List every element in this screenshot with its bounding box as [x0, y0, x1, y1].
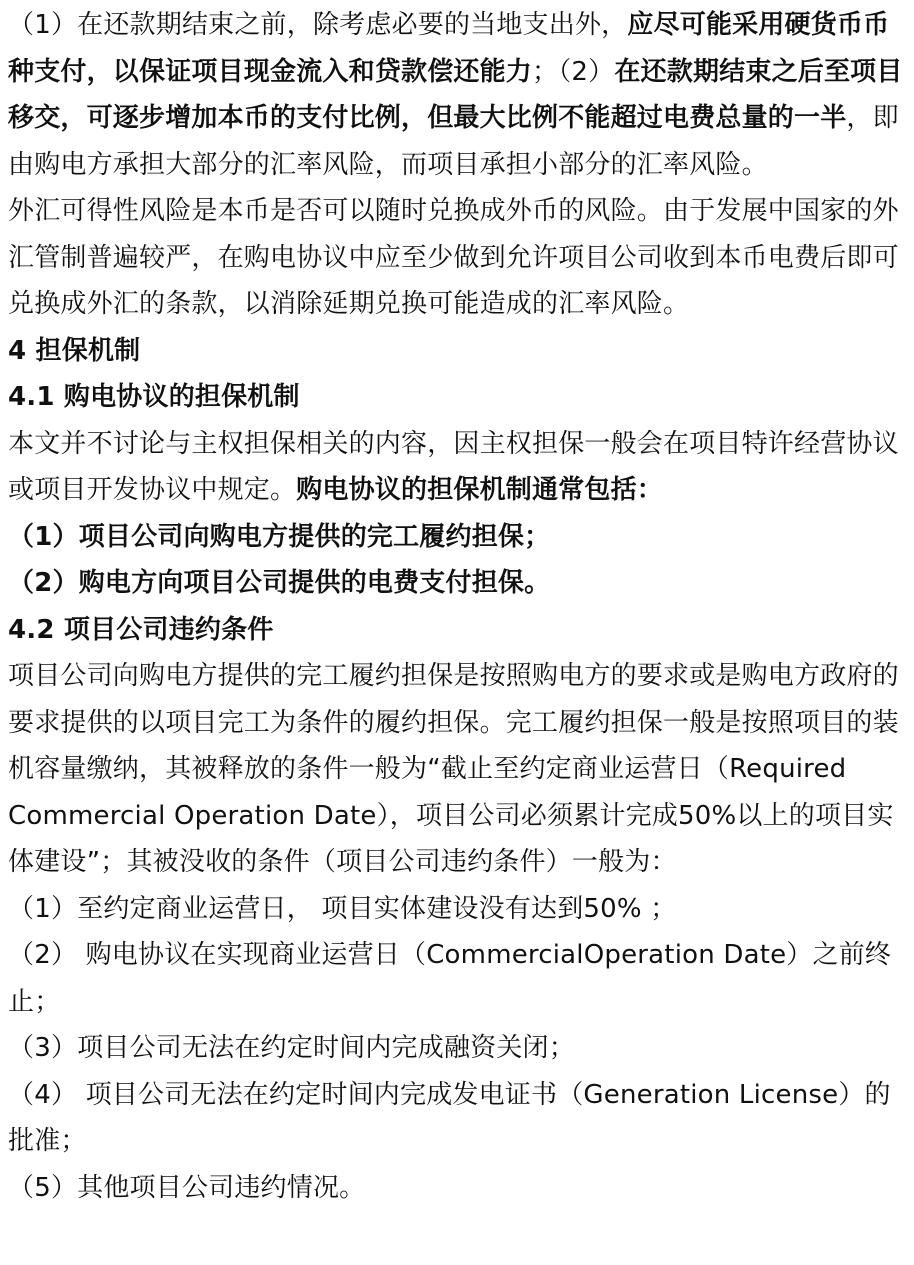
text-normal: ，即由购电方承担大部分的汇率风险，而项目承担小部分的汇率风险。 — [8, 103, 899, 180]
list-item: （4） 项目公司无法在约定时间内完成发电证书（Generation License）的批准； — [8, 1079, 891, 1156]
text-bold: 购电协议的担保机制通常包括： — [296, 475, 664, 505]
text-bold: 在还款期结束之后至项目移交，可逐步增加本币的支付比例，但最大比例不能超过电费总量的一半 — [8, 56, 903, 133]
text-normal: 本文并不讨论与主权担保相关的内容，因主权担保一般会在项目特许经营协议或项目开发协议中规定。 — [8, 428, 899, 505]
guarantee-item-1: （1）项目公司向购电方提供的完工履约担保； — [8, 521, 551, 552]
paragraph-completion-guarantee: 项目公司向购电方提供的完工履约担保是按照购电方的要求或是购电方政府的要求提供的以项目完工为条件的履约担保。完工履约担保一般是按照项目的装机容量缴纳，其被释放的条件一般为“截止至约定商业运营日（Required Commercial Operation Date），项目公司必须累计完成50%以上的项目实体建设”；其被没收的条件（项目公司违约条件）一般为： — [8, 661, 899, 877]
heading-section-4-2: 4.2 项目公司违约条件 — [8, 614, 274, 645]
list-item: （1）至约定商业运营日， 项目实体建设没有达到50% ； — [8, 893, 677, 924]
paragraph-fx-availability: 外汇可得性风险是本币是否可以随时兑换成外币的风险。由于发展中国家的外汇管制普遍较严，在购电协议中应至少做到允许项目公司收到本币电费后即可兑换成外汇的条款，以消除延期兑换可能造成的汇率风险。 — [8, 196, 899, 319]
list-item: （3）项目公司无法在约定时间内完成融资关闭； — [8, 1033, 575, 1063]
text-bold: 应尽可能采用硬货币币种支付，以保证项目现金流入和贷款偿还能力 — [8, 10, 890, 87]
guarantee-item-2: （2）购电方向项目公司提供的电费支付担保。 — [8, 568, 551, 598]
text-normal: ；（2） — [532, 56, 615, 87]
paragraph-currency-payment — [8, 2, 906, 188]
heading-section-4: 4 担保机制 — [8, 335, 141, 366]
list-item: （2） 购电协议在实现商业运营日（CommercialOperation Date）之前终止； — [8, 940, 892, 1017]
list-item: （5）其他项目公司违约情况。 — [8, 1172, 366, 1203]
text-normal: （1）在还款期结束之前，除考虑必要的当地支出外， — [8, 10, 628, 40]
paragraph-guarantee-intro — [8, 421, 906, 514]
heading-section-4-1: 4.1 购电协议的担保机制 — [8, 382, 300, 412]
